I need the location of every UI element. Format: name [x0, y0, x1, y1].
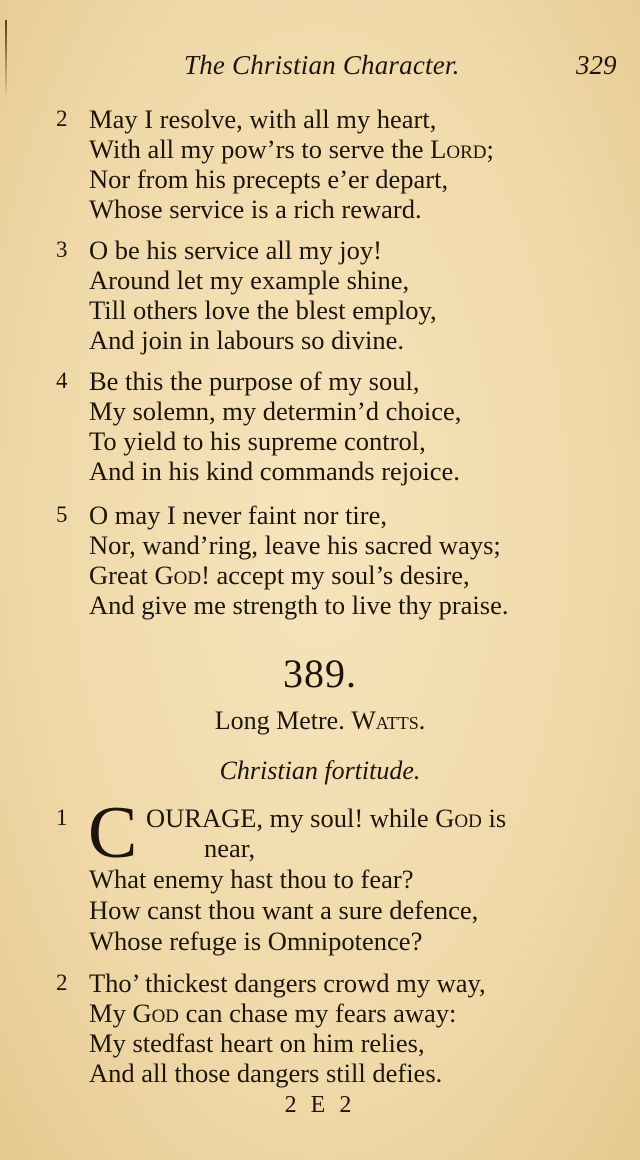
running-head: The Christian Character.: [184, 50, 460, 80]
verse-line: My solemn, my determin’d choice,: [89, 396, 462, 426]
verse-line: With all my pow’rs to serve the Lord;: [89, 134, 494, 164]
verse-number: 2: [56, 970, 68, 995]
verse-line: O be his service all my joy!: [89, 235, 382, 265]
meter: Long Metre.: [214, 706, 345, 735]
verse-number: 5: [56, 502, 68, 527]
verse-line: To yield to his supreme control,: [89, 426, 426, 456]
page-number: 329: [576, 50, 617, 80]
hymn-subject: Christian fortitude.: [219, 756, 421, 785]
verse-line: My stedfast heart on him relies,: [89, 1028, 425, 1058]
author: Watts.: [351, 706, 426, 735]
verse-line: Nor from his precepts e’er depart,: [89, 164, 449, 194]
verse-number: 3: [56, 237, 68, 262]
meter-and-author: [0, 706, 640, 736]
verse-line-runover: near,: [204, 833, 256, 863]
verse-line: Nor, wand’ring, leave his sacred ways;: [89, 530, 501, 560]
page-edge-shadow: [5, 20, 7, 100]
verse-number: 1: [56, 805, 68, 830]
verse-line: Great God! accept my soul’s desire,: [89, 560, 470, 590]
verse-line: OURAGE, my soul! while God is: [146, 803, 507, 833]
verse-line: O may I never faint nor tire,: [89, 500, 388, 530]
verse-line: How canst thou want a sure defence,: [89, 895, 479, 925]
verse-number: 4: [56, 368, 68, 393]
verse-line: Till others love the blest employ,: [89, 295, 437, 325]
verse-number: 2: [56, 106, 68, 131]
verse-line: And in his kind commands rejoice.: [89, 456, 460, 486]
signature-mark: 2 E 2: [284, 1092, 356, 1118]
verse-line: Be this the purpose of my soul,: [89, 366, 420, 396]
verse-line: And join in labours so divine.: [89, 325, 405, 355]
verse-line: Whose refuge is Omnipotence?: [89, 926, 423, 956]
verse-line: What enemy hast thou to fear?: [89, 864, 414, 894]
verse-line: And all those dangers still defies.: [89, 1058, 443, 1088]
verse-line: Around let my example shine,: [89, 265, 410, 295]
verse-line: Whose service is a rich reward.: [89, 194, 422, 224]
verse-line: May I resolve, with all my heart,: [89, 104, 437, 134]
verse-line: Tho’ thickest dangers crowd my way,: [89, 968, 486, 998]
verse-line: And give me strength to live thy praise.: [89, 590, 509, 620]
verse-line: My God can chase my fears away:: [89, 998, 457, 1028]
drop-cap: C: [88, 792, 138, 874]
hymn-number: 389.: [283, 651, 357, 696]
